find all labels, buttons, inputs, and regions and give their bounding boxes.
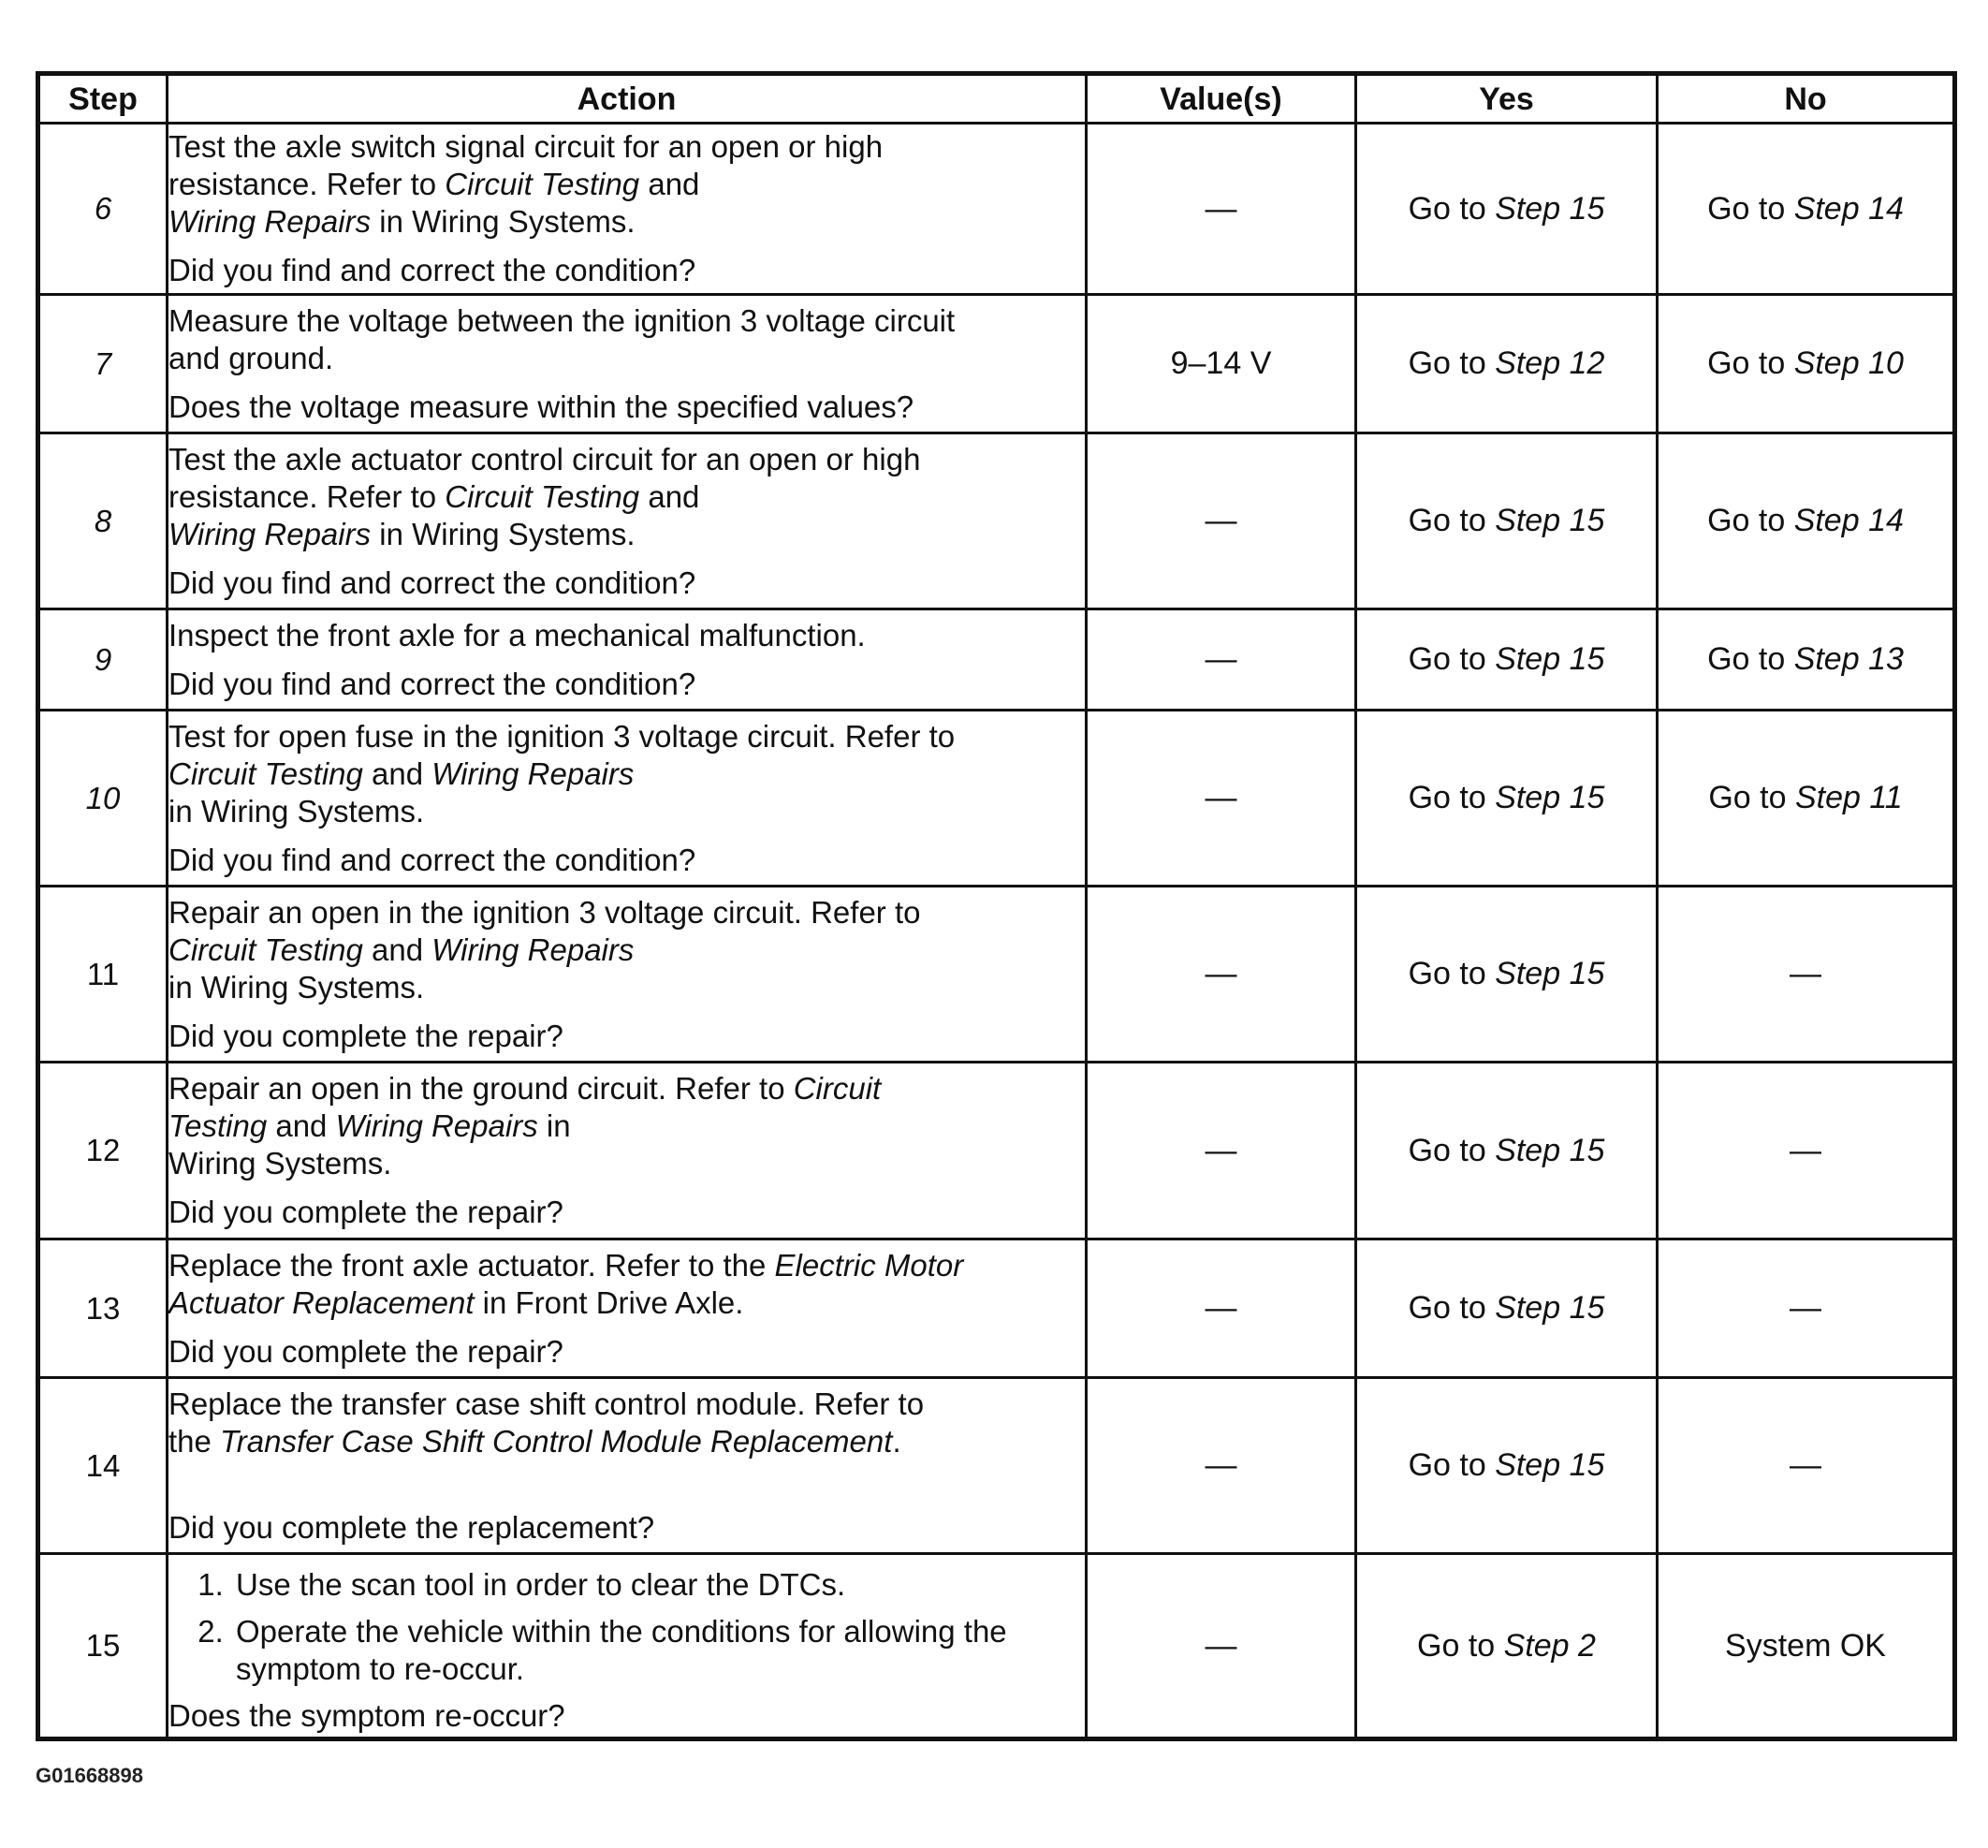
action-question: Did you complete the repair? [168,1195,563,1229]
action-description: Repair an open in the ignition 3 voltage circuit. Refer to Circuit Testing and Wiring Repairs in Wiring Systems. [168,894,921,1005]
header-yes: Yes [1356,74,1658,124]
yes-cell: Go to Step 15 [1356,609,1658,711]
action-description: Replace the front axle actuator. Refer to the Electric Motor Actuator Replacement in Front Drive Axle. [168,1247,964,1320]
action-description: Repair an open in the ground circuit. Refer to Circuit Testing and Wiring Repairs in Wiring Systems. [168,1071,882,1181]
yes-cell: Go to Step 12 [1356,295,1658,433]
action-description: Inspect the front axle for a mechanical malfunction. [168,617,866,653]
value-cell: — [1087,609,1356,711]
no-cell: — [1658,1239,1955,1378]
action-question: Does the voltage measure within the specified values? [168,389,914,424]
substep-item: 2. Operate the vehicle within the conditions for allowing the symptom to re-occur. [232,1613,1085,1688]
yes-cell: Go to Step 15 [1356,711,1658,887]
value-cell: — [1087,1239,1356,1378]
substep-item: 1. Use the scan tool in order to clear the DTCs. [232,1566,1085,1604]
table-row [38,295,1955,433]
header-no: No [1658,74,1955,124]
step-number: 10 [38,711,168,887]
action-cell [168,1063,1087,1239]
yes-step-link[interactable]: Step 15 [1495,1447,1605,1483]
no-cell: — [1658,887,1955,1063]
action-description: Test for open fuse in the ignition 3 voltage circuit. Refer to Circuit Testing and Wiring Repairs in Wiring Systems. [168,718,956,829]
value-cell: — [1087,711,1356,887]
step-number: 15 [38,1554,168,1739]
action-description: Test the axle switch signal circuit for an open or high resistance. Refer to Circuit Testing and Wiring Repairs in Wiring Systems. [168,129,884,239]
step-number: 7 [38,295,168,433]
action-cell [168,295,1087,433]
no-cell: Go to Step 14 [1658,124,1955,295]
table-row [38,1378,1955,1554]
action-substeps [168,1566,1085,1688]
value-cell: 9–14 V [1087,295,1356,433]
no-cell: — [1658,1063,1955,1239]
step-number: 6 [38,124,168,295]
table-row [38,1554,1955,1739]
no-cell: Go to Step 14 [1658,433,1955,609]
yes-step-link[interactable]: Step 15 [1495,780,1605,815]
no-step-link[interactable]: Step 10 [1793,345,1904,381]
yes-step-link[interactable]: Step 15 [1495,1290,1605,1326]
no-cell: Go to Step 11 [1658,711,1955,887]
table-row [38,1063,1955,1239]
value-cell: — [1087,1378,1356,1554]
action-cell [168,1239,1087,1378]
header-action: Action [168,74,1087,124]
yes-step-link[interactable]: Step 15 [1495,641,1605,677]
table-row [38,124,1955,295]
no-cell: Go to Step 13 [1658,609,1955,711]
table-row [38,711,1955,887]
yes-step-link[interactable]: Step 15 [1495,190,1605,227]
action-cell [168,887,1087,1063]
no-step-link[interactable]: Step 14 [1793,503,1904,538]
yes-cell: Go to Step 15 [1356,124,1658,295]
action-question: Did you complete the repair? [168,1333,563,1369]
yes-step-link[interactable]: Step 15 [1495,956,1605,991]
action-question: Does the symptom re-occur? [168,1698,565,1733]
header-step: Step [38,74,168,124]
action-cell [168,1378,1087,1554]
value-cell: — [1087,1554,1356,1739]
yes-cell: Go to Step 15 [1356,1239,1658,1378]
action-question: Did you complete the replacement? [168,1509,655,1545]
yes-cell: Go to Step 15 [1356,887,1658,1063]
action-question: Did you find and correct the condition? [168,666,696,701]
action-question: Did you find and correct the condition? [168,842,696,877]
action-question: Did you find and correct the condition? [168,253,696,287]
yes-cell: Go to Step 15 [1356,1378,1658,1554]
figure-id: G01668898 [36,1764,143,1787]
step-number: 9 [38,609,168,711]
action-description: Test the axle actuator control circuit for an open or high resistance. Refer to Circuit Testing and Wiring Repairs in Wiring Systems. [168,441,921,551]
yes-cell: Go to Step 15 [1356,1063,1658,1239]
action-question: Did you complete the repair? [168,1018,563,1053]
action-cell [168,711,1087,887]
no-cell: — [1658,1378,1955,1554]
header-row [38,74,1955,124]
table-row [38,887,1955,1063]
table-row [38,609,1955,711]
action-description: Replace the transfer case shift control module. Refer to the Transfer Case Shift Control Module Replacement. [168,1386,925,1459]
action-cell [168,124,1087,295]
step-number: 12 [38,1063,168,1239]
no-step-link[interactable]: Step 13 [1793,641,1904,677]
step-number: 8 [38,433,168,609]
action-description: Measure the voltage between the ignition 3 voltage circuit and ground. [168,302,956,375]
no-cell: Go to Step 10 [1658,295,1955,433]
yes-cell: Go to Step 2 [1356,1554,1658,1739]
value-cell: — [1087,433,1356,609]
step-number: 11 [38,887,168,1063]
no-step-link[interactable]: Step 11 [1794,780,1903,815]
no-step-link[interactable]: Step 14 [1793,190,1904,227]
no-cell: System OK [1658,1554,1955,1739]
table-row [38,1239,1955,1378]
step-number: 13 [38,1239,168,1378]
action-question: Did you find and correct the condition? [168,565,696,600]
diagnostic-table-container [36,71,1952,1741]
value-cell: — [1087,1063,1356,1239]
diagnostic-table [36,71,1957,1741]
yes-step-link[interactable]: Step 15 [1495,503,1605,538]
header-values: Value(s) [1087,74,1356,124]
value-cell: — [1087,887,1356,1063]
value-cell: — [1087,124,1356,295]
action-cell [168,1554,1087,1739]
action-cell [168,609,1087,711]
step-number: 14 [38,1378,168,1554]
yes-step-link[interactable]: Step 12 [1495,345,1605,381]
yes-step-link[interactable]: Step 15 [1495,1132,1605,1168]
yes-cell: Go to Step 15 [1356,433,1658,609]
yes-step-link[interactable]: Step 2 [1503,1627,1596,1664]
table-row [38,433,1955,609]
action-cell [168,433,1087,609]
